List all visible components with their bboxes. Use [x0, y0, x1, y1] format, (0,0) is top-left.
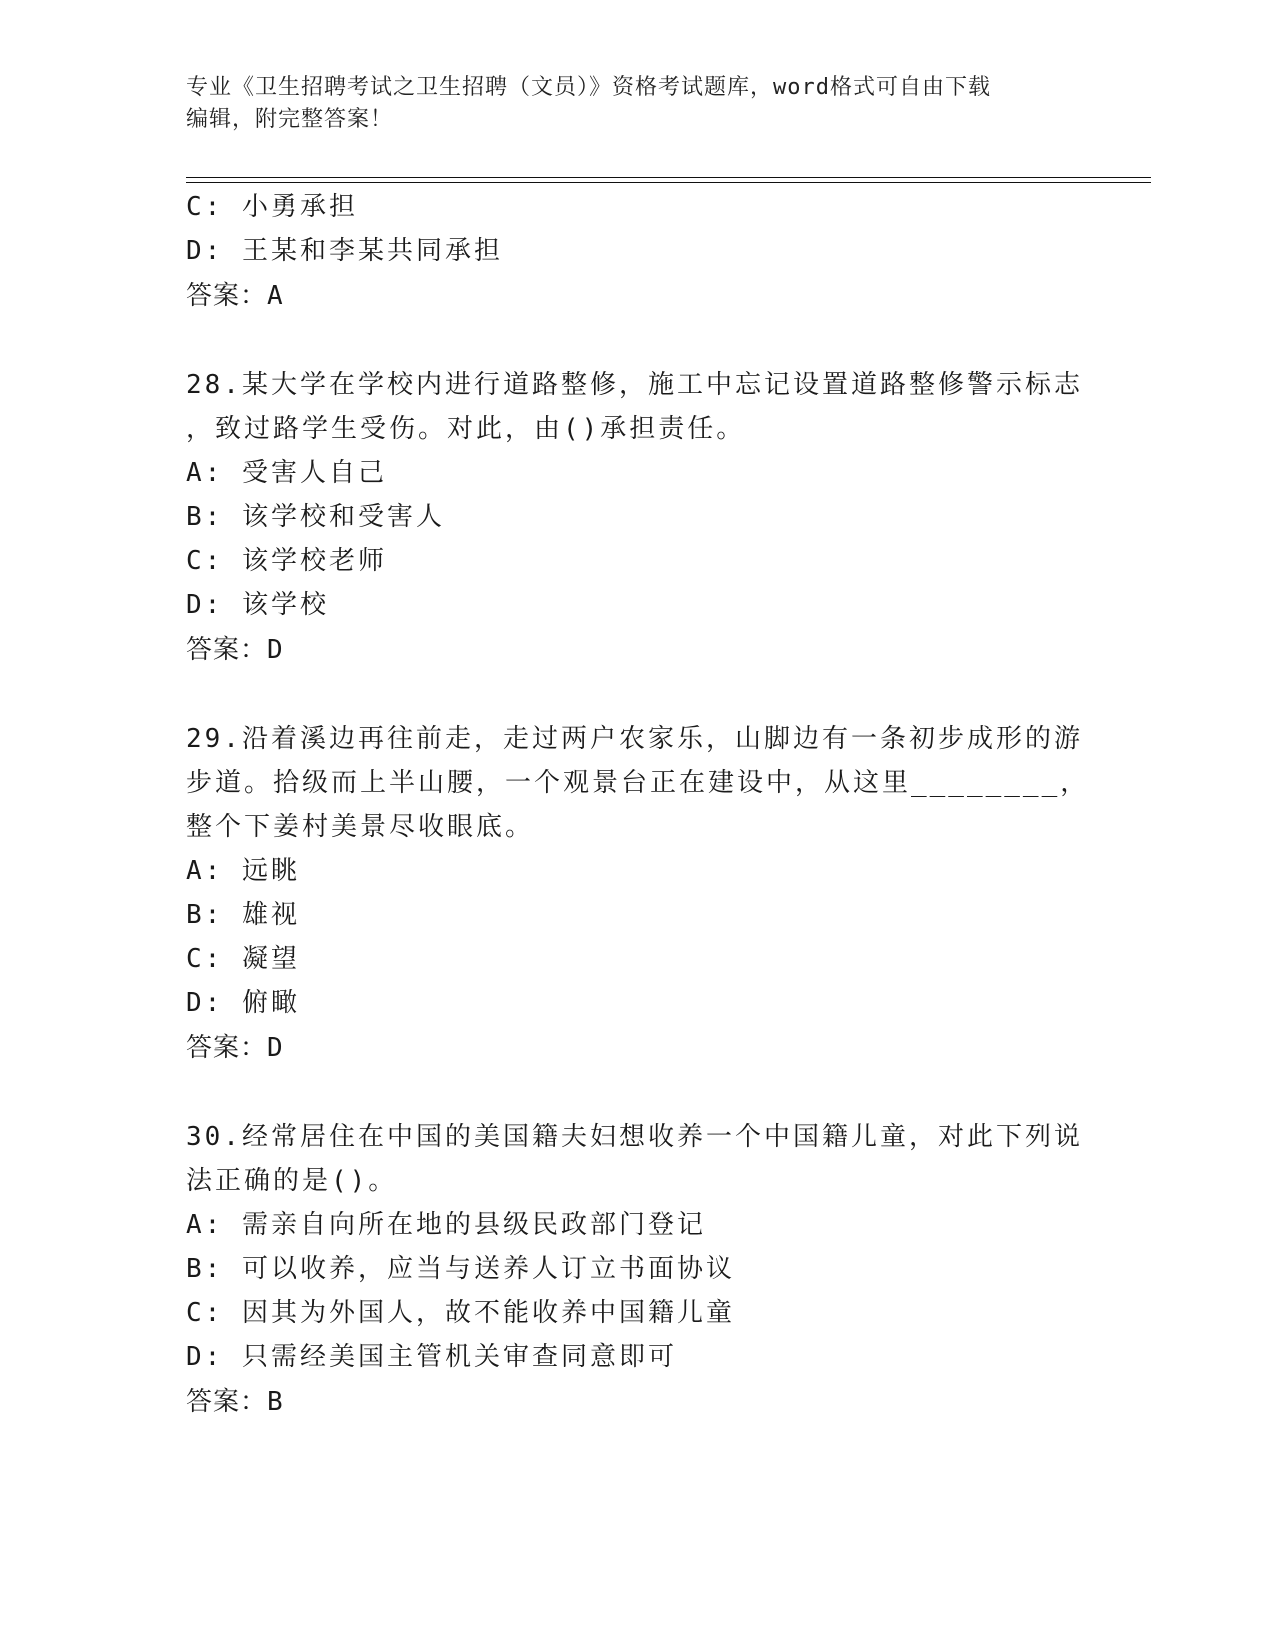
header-line-2: 编辑，附完整答案！	[186, 107, 394, 132]
answer-value: D	[267, 1033, 284, 1063]
answer-label: 答案：	[186, 1033, 268, 1063]
prev-option-d: D: 王某和李某共同承担	[186, 236, 503, 266]
q28-stem-line-1: 28.某大学在学校内进行道路整修，施工中忘记设置道路整修警示标志	[186, 370, 1083, 400]
q30-option-c: C: 因其为外国人，故不能收养中国籍儿童	[186, 1298, 735, 1328]
answer-label: 答案：	[186, 281, 268, 311]
q29-option-b: B: 雄视	[186, 900, 300, 930]
answer-value: B	[267, 1387, 284, 1417]
q30-option-a: A: 需亲自向所在地的县级民政部门登记	[186, 1210, 706, 1240]
q28-stem-line-2: ，致过路学生受伤。对此，由()承担责任。	[186, 414, 746, 444]
prev-option-c: C: 小勇承担	[186, 192, 358, 222]
q29-stem-line-1: 29.沿着溪边再往前走，走过两户农家乐，山脚边有一条初步成形的游	[186, 724, 1083, 754]
q29-option-c: C: 凝望	[186, 944, 300, 974]
document-header	[186, 72, 1086, 136]
q28-option-b: B: 该学校和受害人	[186, 502, 445, 532]
q30-option-d: D: 只需经美国主管机关审查同意即可	[186, 1342, 677, 1372]
q28-option-d: D: 该学校	[186, 590, 329, 620]
header-divider-bottom	[186, 182, 1151, 183]
answer-value: D	[267, 635, 284, 665]
header-divider-top	[186, 177, 1151, 178]
q28-option-a: A: 受害人自己	[186, 458, 387, 488]
q30-stem-line-2: 法正确的是()。	[186, 1166, 398, 1196]
answer-label: 答案：	[186, 1387, 268, 1417]
q28-option-c: C: 该学校老师	[186, 546, 387, 576]
q28-answer	[186, 633, 284, 667]
q29-stem-line-2: 步道。拾级而上半山腰，一个观景台正在建设中，从这里________，	[186, 768, 1090, 798]
q29-option-a: A: 远眺	[186, 856, 300, 886]
q29-stem-line-3: 整个下姜村美景尽收眼底。	[186, 812, 535, 842]
q30-answer	[186, 1385, 284, 1419]
prev-answer	[186, 279, 284, 313]
q29-answer	[186, 1031, 284, 1065]
answer-value: A	[267, 281, 284, 311]
q30-stem-line-1: 30.经常居住在中国的美国籍夫妇想收养一个中国籍儿童，对此下列说	[186, 1122, 1083, 1152]
q29-option-d: D: 俯瞰	[186, 988, 300, 1018]
q30-option-b: B: 可以收养，应当与送养人订立书面协议	[186, 1254, 735, 1284]
header-line-1: 专业《卫生招聘考试之卫生招聘（文员）》资格考试题库，word格式可自由下载	[186, 75, 991, 100]
answer-label: 答案：	[186, 635, 268, 665]
